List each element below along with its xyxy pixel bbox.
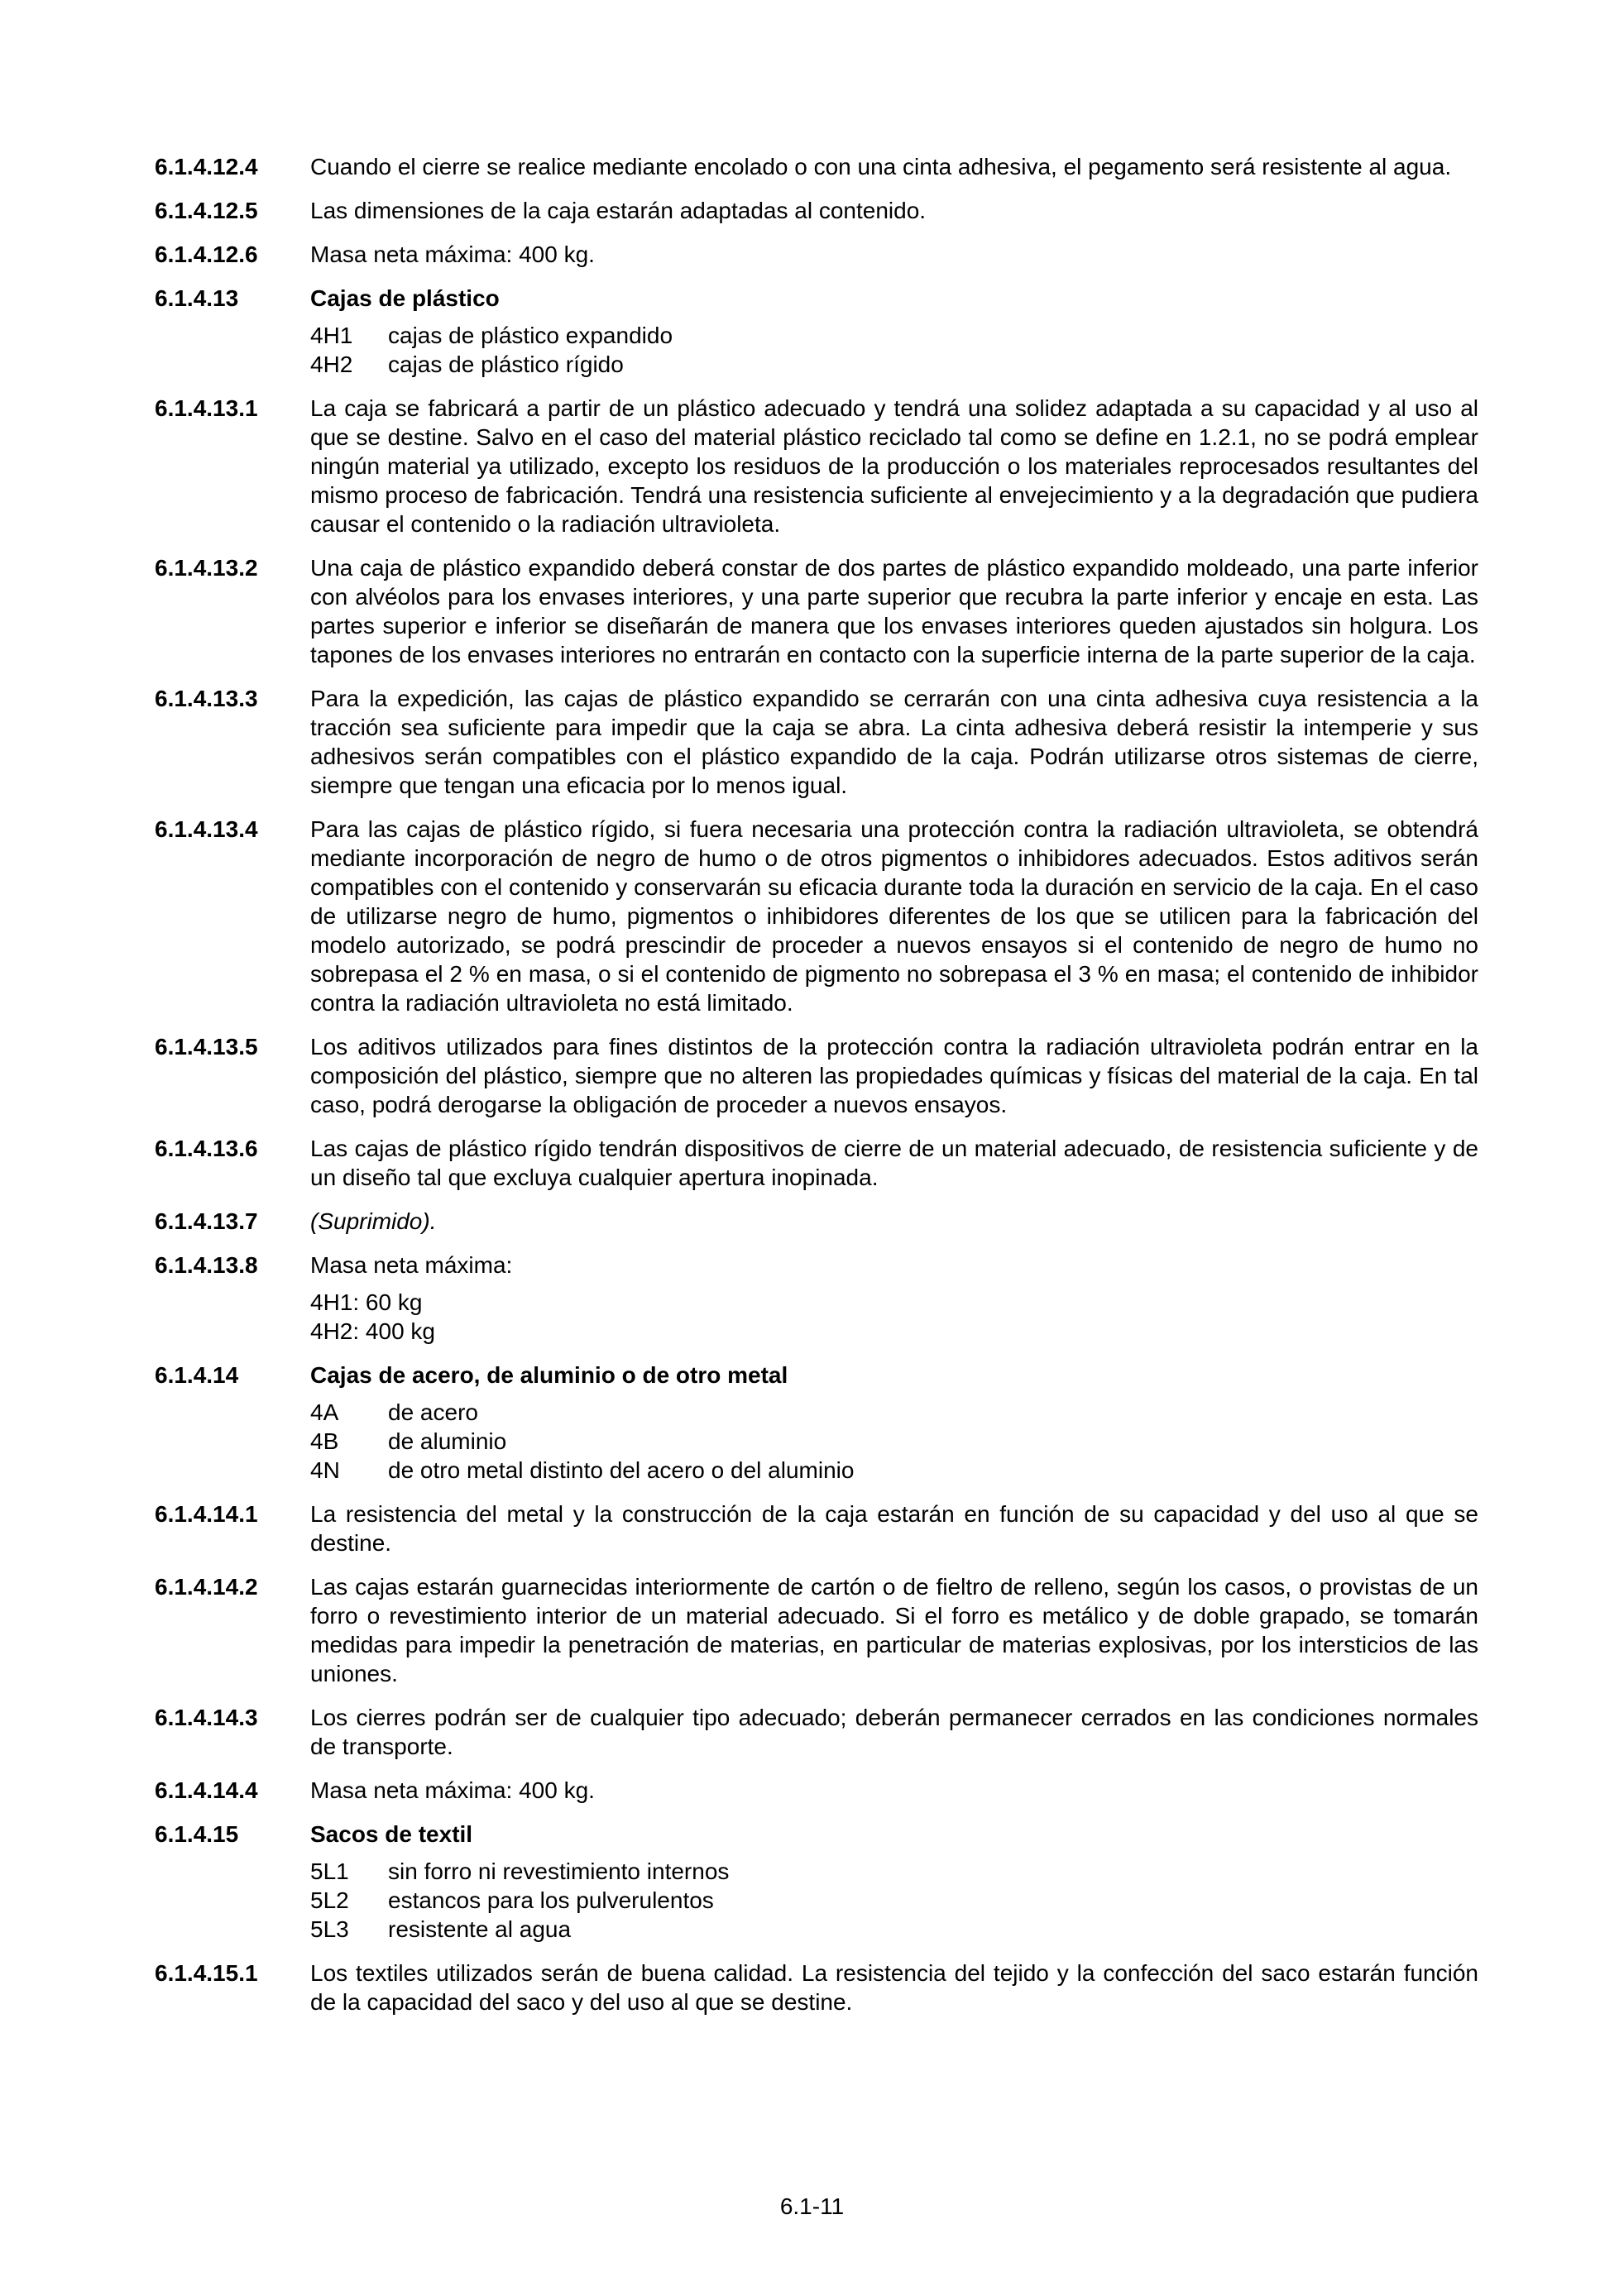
- paragraph-6-1-4-13-6: [155, 1134, 1478, 1192]
- paragraph-number: 6.1.4.13.1: [155, 395, 258, 421]
- code-list-textile-bags: [310, 1857, 1478, 1944]
- paragraph-6-1-4-12-6: [155, 240, 1478, 269]
- paragraph-6-1-4-13-7: [155, 1207, 1478, 1236]
- paragraph-text: La resistencia del metal y la construcción de la caja estarán en función de su capacidad y del uso al que se destine.: [310, 1501, 1478, 1556]
- paragraph-number: 6.1.4.13.6: [155, 1136, 258, 1161]
- paragraph-number: 6.1.4.14.2: [155, 1574, 258, 1600]
- paragraph-6-1-4-13-3: [155, 684, 1478, 800]
- code-description: de acero: [388, 1399, 478, 1425]
- paragraph-text: Masa neta máxima:: [310, 1252, 513, 1278]
- code-description: cajas de plástico rígido: [388, 352, 624, 377]
- paragraph-text: Los cierres podrán ser de cualquier tipo adecuado; deberán permanecer cerrados en las condiciones normales de transporte.: [310, 1705, 1478, 1759]
- code: 4B: [310, 1428, 339, 1454]
- paragraph-text: Cuando el cierre se realice mediante encolado o con una cinta adhesiva, el pegamento será resistente al agua.: [310, 154, 1452, 179]
- paragraph-number: 6.1.4.12.5: [155, 198, 258, 223]
- paragraph-number: 6.1.4.13.7: [155, 1208, 258, 1234]
- paragraph-text: Para la expedición, las cajas de plástico expandido se cerrarán con una cinta adhesiva cuya resistencia a la tracción sea suficiente para impedir que la caja se abra. La cinta adhesiva deberá resistir la intemperie y sus adhesivos serán compatibles con el plástico expandido de la caja. Podrán utilizarse otros sistemas de cierre, siempre que tengan una eficacia por lo menos igual.: [310, 686, 1478, 798]
- max-mass-list: [310, 1288, 1478, 1346]
- paragraph-6-1-4-14-2: [155, 1572, 1478, 1688]
- code-description: sin forro ni revestimiento internos: [388, 1858, 730, 1884]
- code-list-item: [310, 1886, 1478, 1915]
- document-body: [155, 152, 1478, 2031]
- paragraph-6-1-4-12-4: [155, 152, 1478, 181]
- code: 4N: [310, 1457, 340, 1483]
- paragraph-6-1-4-14-3: [155, 1703, 1478, 1761]
- section-title: Cajas de acero, de aluminio o de otro metal: [310, 1362, 788, 1388]
- code-list-item: [310, 1456, 1478, 1485]
- page-number: 6.1-11: [779, 2193, 845, 2219]
- code-list-item: [310, 1427, 1478, 1456]
- paragraph-number: 6.1.4.14.1: [155, 1501, 258, 1527]
- paragraph-text: Para las cajas de plástico rígido, si fuera necesaria una protección contra la radiación ultravioleta, se obtendrá mediante incorporación de negro de humo o de otros pigmentos o inhibidores adecuados. Estos aditivos serán compatibles con el contenido y conservarán su eficacia durante toda la duración en servicio de la caja. En el caso de utilizarse negro de humo, pigmentos o inhibidores diferentes de los que se utilicen para la fabricación del modelo autorizado, se podrá prescindir de proceder a nuevos ensayos si el contenido de negro de humo no sobrepasa el 2 % en masa, o si el contenido de pigmento no sobrepasa el 3 % en masa; el contenido de inhibidor contra la radiación ultravioleta no está limitado.: [310, 816, 1478, 1016]
- paragraph-number: 6.1.4.14.4: [155, 1777, 258, 1803]
- max-mass-item: 4H2: 400 kg: [310, 1318, 435, 1344]
- paragraph-text: Una caja de plástico expandido deberá constar de dos partes de plástico expandido moldeado, una parte inferior con alvéolos para los envases interiores, y una parte superior que recubra la parte inferior y encaje en esta. Las partes superior e inferior se diseñarán de manera que los envases interiores queden ajustados sin holgura. Los tapones de los envases interiores no entrarán en contacto con la superficie interna de la parte superior de la caja.: [310, 555, 1478, 667]
- max-mass-item: 4H1: 60 kg: [310, 1289, 423, 1315]
- paragraph-number: 6.1.4.15.1: [155, 1960, 258, 1986]
- paragraph-text: Las cajas de plástico rígido tendrán dispositivos de cierre de un material adecuado, de resistencia suficiente y de un diseño tal que excluya cualquier apertura inopinada.: [310, 1136, 1478, 1190]
- paragraph-number: 6.1.4.12.6: [155, 242, 258, 267]
- code: 4H1: [310, 323, 353, 348]
- paragraph-6-1-4-12-5: [155, 196, 1478, 225]
- paragraph-6-1-4-14-4: [155, 1776, 1478, 1805]
- paragraph-6-1-4-13-2: [155, 553, 1478, 669]
- code: 5L2: [310, 1887, 349, 1913]
- code-list-plastic-boxes: [310, 321, 1478, 379]
- paragraph-6-1-4-13-5: [155, 1032, 1478, 1119]
- paragraph-6-1-4-15-1: [155, 1959, 1478, 2016]
- code-description: estancos para los pulverulentos: [388, 1887, 714, 1913]
- code-list-item: [310, 1915, 1478, 1944]
- section-title: Cajas de plástico: [310, 285, 500, 311]
- code-list-metal-boxes: [310, 1398, 1478, 1485]
- section-heading-6-1-4-13: [155, 284, 1478, 313]
- code: 4A: [310, 1399, 339, 1425]
- section-heading-6-1-4-15: [155, 1820, 1478, 1849]
- section-number: 6.1.4.13: [155, 285, 239, 311]
- paragraph-number: 6.1.4.13.3: [155, 686, 258, 711]
- code-list-item: [310, 1398, 1478, 1427]
- code-list-item: [310, 1857, 1478, 1886]
- paragraph-text: La caja se fabricará a partir de un plástico adecuado y tendrá una solidez adaptada a su capacidad y al uso al que se destine. Salvo en el caso del material plástico reciclado tal como se define en 1.2.1, no se podrá emplear ningún material ya utilizado, excepto los residuos de la producción o los materiales reprocesados resultantes del mismo proceso de fabricación. Tendrá una resistencia suficiente al envejecimiento y a la degradación que pudiera causar el contenido o la radiación ultravioleta.: [310, 395, 1478, 537]
- code-list-item: [310, 321, 1478, 350]
- section-number: 6.1.4.14: [155, 1362, 239, 1388]
- code: 5L3: [310, 1916, 349, 1942]
- paragraph-6-1-4-14-1: [155, 1500, 1478, 1557]
- section-title: Sacos de textil: [310, 1821, 473, 1847]
- paragraph-text: Masa neta máxima: 400 kg.: [310, 1777, 595, 1803]
- section-heading-6-1-4-14: [155, 1361, 1478, 1390]
- paragraph-text: Los aditivos utilizados para fines distintos de la protección contra la radiación ultravioleta podrán entrar en la composición del plástico, siempre que no alteren las propiedades químicas y físicas del material de la caja. En tal caso, podrá derogarse la obligación de proceder a nuevos ensayos.: [310, 1034, 1478, 1117]
- code-list-item: [310, 350, 1478, 379]
- code-description: de aluminio: [388, 1428, 507, 1454]
- paragraph-text: Masa neta máxima: 400 kg.: [310, 242, 595, 267]
- paragraph-number: 6.1.4.13.2: [155, 555, 258, 581]
- paragraph-number: 6.1.4.13.5: [155, 1034, 258, 1060]
- paragraph-text: (Suprimido).: [310, 1208, 437, 1234]
- section-number: 6.1.4.15: [155, 1821, 239, 1847]
- paragraph-text: Las cajas estarán guarnecidas interiormente de cartón o de fieltro de relleno, según los casos, o provistas de un forro o revestimiento interior de un material adecuado. Si el forro es metálico y de doble grapado, se tomarán medidas para impedir la penetración de materias, en particular de materias explosivas, por los intersticios de las uniones.: [310, 1574, 1478, 1686]
- paragraph-number: 6.1.4.13.8: [155, 1252, 258, 1278]
- paragraph-6-1-4-13-1: [155, 394, 1478, 538]
- code: 4H2: [310, 352, 353, 377]
- paragraph-6-1-4-13-4: [155, 815, 1478, 1017]
- code: 5L1: [310, 1858, 349, 1884]
- paragraph-6-1-4-13-8: [155, 1251, 1478, 1280]
- paragraph-number: 6.1.4.13.4: [155, 816, 258, 842]
- paragraph-text: Las dimensiones de la caja estarán adaptadas al contenido.: [310, 198, 927, 223]
- paragraph-number: 6.1.4.12.4: [155, 154, 258, 179]
- code-description: resistente al agua: [388, 1916, 572, 1942]
- code-description: cajas de plástico expandido: [388, 323, 673, 348]
- paragraph-number: 6.1.4.14.3: [155, 1705, 258, 1730]
- paragraph-text: Los textiles utilizados serán de buena calidad. La resistencia del tejido y la confección del saco estarán función de la capacidad del saco y del uso al que se destine.: [310, 1960, 1478, 2015]
- code-description: de otro metal distinto del acero o del aluminio: [388, 1457, 855, 1483]
